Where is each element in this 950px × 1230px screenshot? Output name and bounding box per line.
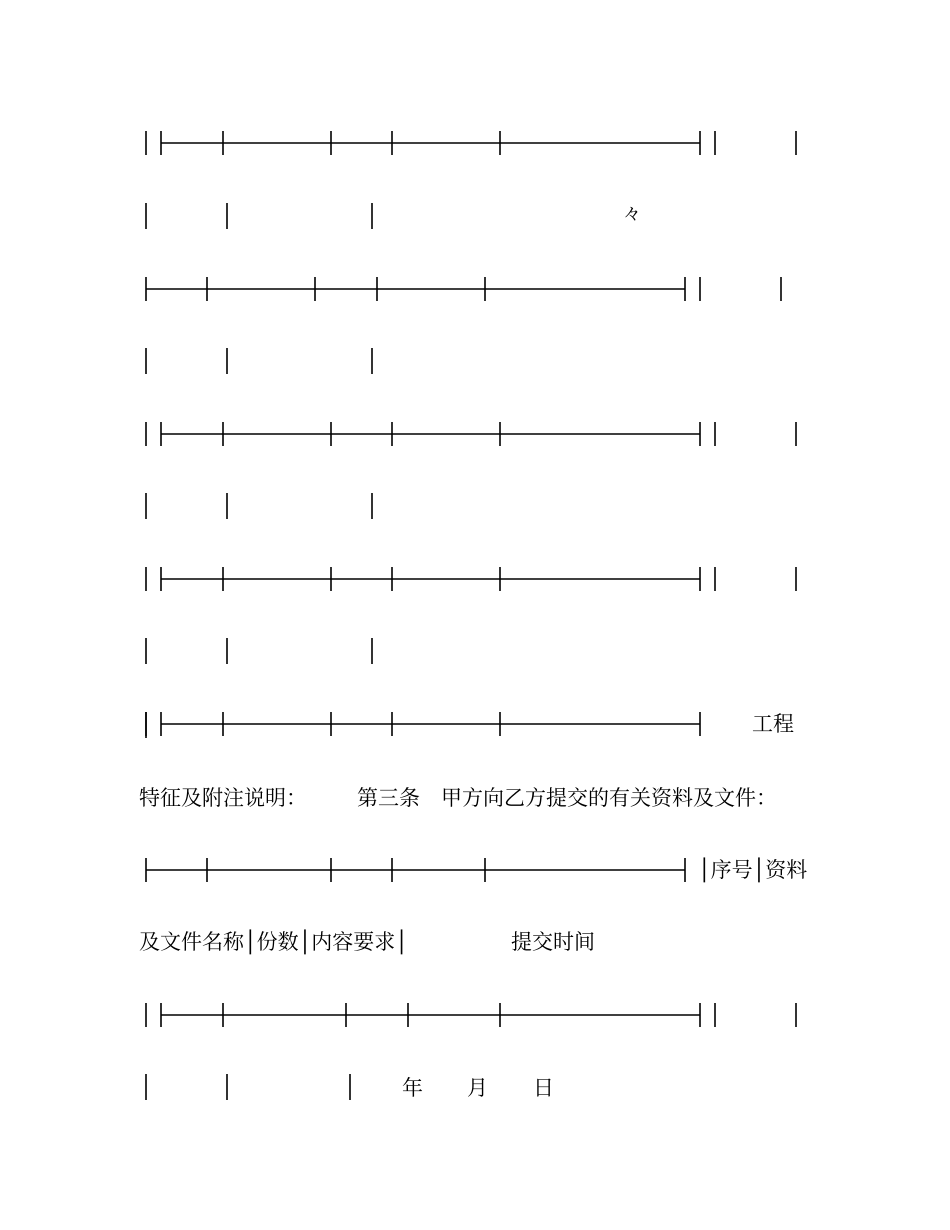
repeat-mark: 々 [623, 204, 641, 225]
label-tezheng: 特征及附注说明： [139, 786, 307, 810]
label-gongcheng: 工程 [752, 712, 794, 736]
date-month: 月 [467, 1076, 488, 1100]
date-day: 日 [533, 1076, 554, 1100]
header-row-2: 及文件名称│份数│内容要求│ [139, 930, 408, 954]
article-3-heading: 第三条 甲方向乙方提交的有关资料及文件： [357, 786, 777, 810]
header-seq-doc: │序号│资料 [698, 858, 808, 882]
header-submit-time: 提交时间 [511, 930, 595, 954]
date-year: 年 [402, 1076, 423, 1100]
